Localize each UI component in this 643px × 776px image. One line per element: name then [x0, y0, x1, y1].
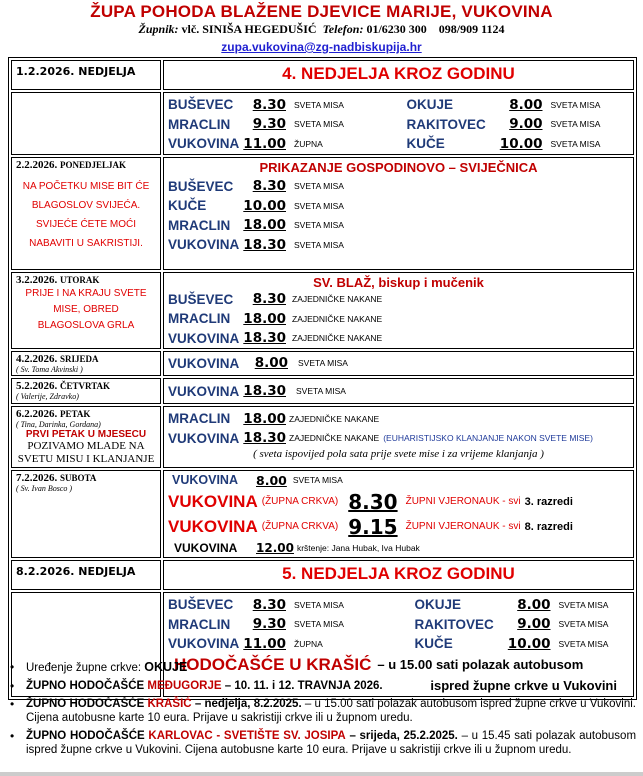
church-label: (ŽUPNA CRKVA) [261, 521, 339, 532]
mass-label: ŽUPNA [294, 138, 323, 149]
place: KUČE [414, 636, 453, 652]
time: 8.00 [256, 472, 287, 488]
saint-name: ( Sv. Toma Akvinski ) [16, 365, 83, 374]
time: 18.30 [243, 430, 286, 447]
mass-label: SVETA MISA [294, 181, 344, 192]
weekday: PETAK [60, 409, 91, 419]
time: 18.00 [243, 310, 286, 327]
parish-title: ŽUPA POHODA BLAŽENE DJEVICE MARIJE, VUKOVINA [90, 2, 553, 21]
list-item: • ŽUPNO HODOČAŠĆE KRAŠIĆ – nedjelja, 8.2.2025. – u 15.00 sati polazak autobusom ispred župne crkve u Vukovini. Cijena autobusne karte 10 eura. Prijave u sakristiji crkve ili u župnom uredu. [8, 697, 636, 725]
time: 8.30 [252, 291, 286, 308]
grade: 8. razredi [524, 520, 573, 533]
note-line: PRIJE I NA KRAJU SVETE [25, 287, 147, 299]
grade: 3. razredi [524, 495, 573, 508]
place: BUŠEVEC [168, 597, 234, 613]
feast-title: PRIKAZANJE GOSPODINOVO – SVIJEČNICA [259, 159, 538, 175]
date-label: 1.2.2026. NEDJELJA [16, 65, 136, 78]
note-line: BLAGOSLOVA GRLA [37, 319, 135, 331]
place: BUŠEVEC [168, 97, 234, 113]
date-cell [11, 60, 161, 90]
feast-cell [163, 60, 634, 90]
time: 8.30 [348, 489, 398, 514]
note-line: NABAVITI U SAKRISTIJI. [29, 237, 143, 249]
list-item: • ŽUPNO HODOČAŠĆE MEĐUGORJE – 10. 11. i 12. TRAVNJA 2026. [8, 679, 636, 693]
mass-label: SVETA MISA [294, 619, 344, 630]
mass-label: SVETA MISA [558, 619, 609, 630]
table-row [11, 560, 634, 590]
mass-label: SVETA MISA [558, 599, 609, 610]
mass-cell [163, 406, 634, 468]
time: 9.30 [252, 116, 286, 133]
note-line: NA POČETKU MISE BIT ĆE [22, 180, 150, 192]
mass-label: ZAJEDNIČKE NAKANE [292, 333, 383, 344]
place: OKUJE [406, 97, 454, 113]
place: BUŠEVEC [168, 291, 234, 307]
pastor-line [0, 22, 643, 37]
time: 9.30 [252, 616, 286, 633]
time: 8.00 [517, 596, 551, 613]
place: MRACLIN [168, 311, 231, 327]
place: BUŠEVEC [168, 178, 234, 194]
mass-label: SVETA MISA [296, 386, 346, 396]
time: 8.00 [254, 355, 288, 371]
date-cell [11, 378, 161, 404]
mass-cell [163, 157, 634, 270]
time: 8.30 [252, 96, 286, 113]
time: 10.00 [243, 197, 286, 214]
table-row [11, 406, 634, 468]
feast-title: 4. NEDJELJA KROZ GODINU [282, 64, 515, 83]
date-cell [11, 470, 161, 558]
email-link[interactable]: zupa.vukovina@zg-nadbiskupija.hr [221, 40, 422, 54]
mass-label: ZAJEDNIČKE NAKANE [292, 294, 383, 305]
weekday: PONEDJELJAK [60, 159, 127, 170]
announcements-list [8, 660, 636, 761]
table-row [11, 60, 634, 90]
weekday: UTORAK [60, 274, 100, 285]
pastor-label: Župnik: [138, 22, 179, 36]
table-row [11, 470, 634, 558]
time: 8.00 [509, 96, 543, 113]
place: VUKOVINA [168, 636, 240, 652]
time: 11.00 [243, 135, 286, 152]
invite-line: SVETU MISU I KLANJANJE [17, 453, 155, 465]
adoration-note: (EUHARISTIJSKO KLANJANJE NAKON SVETE MISE) [383, 433, 593, 444]
time: 18.30 [243, 330, 286, 347]
mass-label: SVETA MISA [294, 119, 344, 130]
time: 18.30 [243, 236, 286, 253]
time: 12.00 [256, 541, 294, 555]
weekday: SRIJEDA [60, 354, 99, 364]
date-label: 7.2.2026. SUBOTA [16, 472, 97, 484]
date-cell [11, 92, 161, 155]
mass-label: SVETA MISA [298, 358, 348, 368]
list-item: • Uređenje župne crkve: OKUJE [8, 660, 636, 675]
mass-label: SVETA MISA [294, 99, 344, 110]
mass-cell [163, 272, 634, 350]
place: VUKOVINA [174, 541, 238, 555]
mass-label: SVETA MISA [550, 138, 601, 149]
feast-title: SV. BLAŽ, biskup i mučenik [313, 274, 484, 290]
mass-label: ZAJEDNIČKE NAKANE [289, 413, 380, 424]
mass-label: SVETA MISA [294, 200, 344, 211]
place: VUKOVINA [168, 330, 240, 346]
cleaning-village: OKUJE [144, 660, 188, 674]
table-row [11, 378, 634, 404]
place: VUKOVINA [168, 491, 258, 511]
place: VUKOVINA [168, 237, 240, 253]
destination: KRAŠIĆ [147, 698, 192, 710]
place: RAKITOVEC [406, 116, 486, 132]
date-label: 3.2.2026. UTORAK [16, 273, 100, 286]
pilgrimage-place: ispred župne crkve u Vukovini [430, 678, 617, 693]
table-row [11, 92, 634, 155]
place: VUKOVINA [172, 473, 238, 487]
invite-line: POZIVAMO MLADE NA [27, 440, 145, 452]
time: 18.30 [243, 383, 286, 399]
catechism-label: ŽUPNI VJERONAUK - svi [405, 521, 521, 532]
time: 11.00 [243, 635, 286, 652]
phone-numbers: 01/6230 300 098/909 1124 [366, 22, 505, 36]
date-cell [11, 351, 161, 376]
place: VUKOVINA [168, 383, 240, 399]
place: KUČE [406, 136, 445, 152]
pastor-name: vlč. SINIŠA HEGEDUŠIĆ [181, 22, 317, 36]
place: OKUJE [414, 597, 462, 613]
pilgrimage-time: – u 15.00 sati polazak autobusom [377, 657, 584, 672]
mass-label: ZAJEDNIČKE NAKANE [289, 433, 380, 444]
date-cell [11, 272, 161, 350]
date-cell [11, 157, 161, 270]
place: MRACLIN [168, 411, 231, 427]
date-label: 8.2.2026. NEDJELJA [16, 565, 136, 578]
mass-label: ZAJEDNIČKE NAKANE [292, 313, 383, 324]
date-label: 5.2.2026. ČETVRTAK [16, 380, 111, 392]
catechism-label: ŽUPNI VJERONAUK - svi [405, 496, 521, 507]
note-line: MISE, OBRED [53, 303, 119, 315]
time: 9.00 [517, 616, 551, 633]
mass-label: SVETA MISA [292, 475, 343, 485]
place: VUKOVINA [168, 355, 240, 371]
mass-label: SVETA MISA [294, 220, 344, 231]
table-row [11, 351, 634, 376]
place: MRACLIN [168, 217, 231, 233]
note-line: BLAGOSLOV SVIJEĆA. [31, 199, 141, 211]
place: KUČE [168, 198, 207, 214]
place: VUKOVINA [168, 430, 240, 446]
table-row [11, 272, 634, 350]
confession-note: ( sveta ispovijed pola sata prije svete mise i za vrijeme klanjanja ) [253, 448, 544, 460]
time: 18.00 [243, 410, 286, 427]
place: MRACLIN [168, 616, 231, 632]
time: 10.00 [507, 635, 551, 652]
mass-label: ŽUPNA [294, 638, 323, 649]
mass-label: SVETA MISA [550, 119, 601, 130]
baptism-label: krštenje: Jana Hubak, Iva Hubak [296, 543, 420, 553]
time: 18.00 [243, 217, 286, 234]
pilgrimage-title: HODOČAŠĆE U KRAŠIĆ [174, 654, 372, 674]
place: VUKOVINA [168, 136, 240, 152]
time: 8.30 [252, 178, 286, 195]
time: 10.00 [499, 135, 543, 152]
mass-label: SVETA MISA [550, 99, 601, 110]
first-friday-note: PRVI PETAK U MJESECU [25, 429, 147, 440]
mass-cell [163, 470, 634, 558]
mass-cell [163, 92, 634, 155]
mass-label: SVETA MISA [294, 239, 344, 250]
mass-cell [163, 351, 634, 376]
note-line: SVIJEĆE ĆETE MOĆI [35, 218, 136, 230]
place: RAKITOVEC [414, 616, 494, 632]
weekday: ČETVRTAK [60, 381, 111, 391]
date-label: 6.2.2026. PETAK [16, 408, 91, 420]
date-label: 4.2.2026. SRIJEDA [16, 353, 99, 365]
time: 9.00 [509, 116, 543, 133]
weekday: SUBOTA [60, 473, 97, 483]
mass-cell [163, 378, 634, 404]
destination: KARLOVAC - SVETIŠTE SV. JOSIPA [148, 730, 346, 742]
feast-cell [163, 560, 634, 590]
mass-label: SVETA MISA [558, 638, 609, 649]
place: VUKOVINA [168, 516, 258, 536]
saint-name: ( Sv. Ivan Bosco ) [16, 484, 73, 493]
place: MRACLIN [168, 116, 231, 132]
church-label: (ŽUPNA CRKVA) [261, 496, 339, 507]
schedule-table [8, 57, 637, 700]
time: 9.15 [348, 514, 398, 539]
mass-label: SVETA MISA [294, 599, 344, 610]
date-cell [11, 406, 161, 468]
feast-title: 5. NEDJELJA KROZ GODINU [282, 564, 515, 583]
bottom-divider [0, 772, 643, 776]
list-item: • ŽUPNO HODOČAŠĆE KARLOVAC - SVETIŠTE SV. JOSIPA – srijeda, 25.2.2025. – u 15.45 sati polazak autobusom ispred župne crkve u Vukovini. Cijena autobusne karte 10 eura. Prijave u sakristiji crkve ili u župnom uredu. [8, 729, 636, 757]
destination: MEĐUGORJE [147, 680, 222, 692]
phone-label: Telefon: [322, 22, 364, 36]
saint-name: ( Tina, Darinka, Gordana) [16, 420, 101, 429]
saint-name: ( Valerije, Zdravko) [16, 392, 79, 401]
table-row [11, 157, 634, 270]
time: 8.30 [252, 596, 286, 613]
date-label: 2.2.2026. PONEDJELJAK [16, 158, 127, 171]
date-cell [11, 560, 161, 590]
